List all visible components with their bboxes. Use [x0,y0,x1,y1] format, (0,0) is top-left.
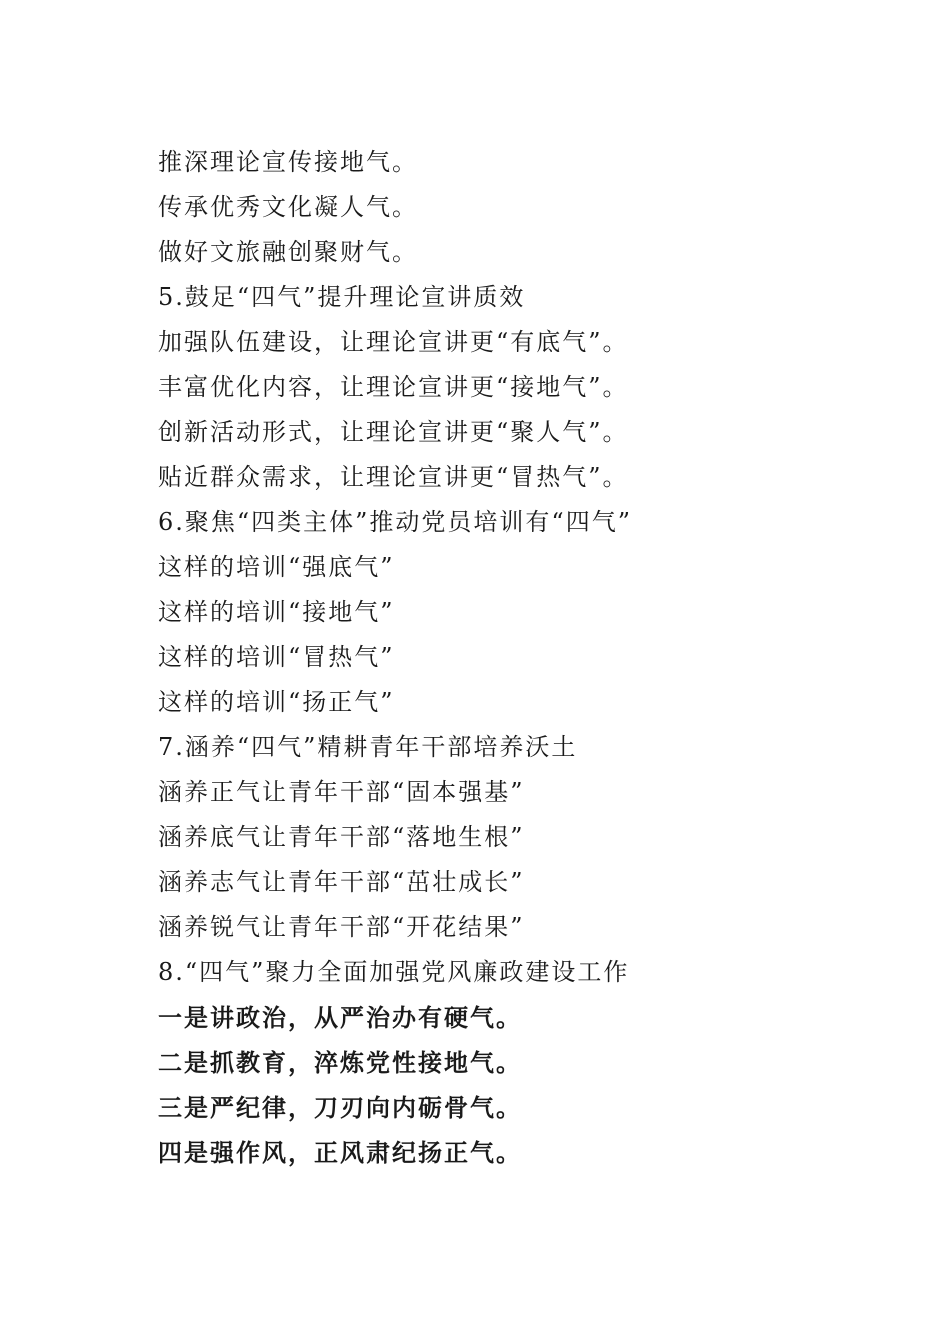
section-heading-6: 6.聚焦“四类主体”推动党员培训有“四气” [158,508,632,536]
text-line: 一是讲政治，从严治办有硬气。 [158,1003,522,1032]
text-line: 这样的培训“扬正气” [158,688,395,716]
text-line: 贴近群众需求，让理论宣讲更“冒热气”。 [158,463,629,491]
document-body [158,140,898,1175]
section-heading-7: 7.涵养“四气”精耕青年干部培养沃土 [158,733,578,761]
text-line: 加强队伍建设，让理论宣讲更“有底气”。 [158,328,629,356]
section-heading-8: 8.“四气”聚力全面加强党风廉政建设工作 [158,958,630,986]
text-line: 涵养锐气让青年干部“开花结果” [158,913,525,941]
text-line: 涵养志气让青年干部“茁壮成长” [158,868,525,896]
text-line: 涵养底气让青年干部“落地生根” [158,823,525,851]
section-heading-5: 5.鼓足“四气”提升理论宣讲质效 [158,283,526,311]
text-line: 这样的培训“冒热气” [158,643,395,671]
text-line: 推深理论宣传接地气。 [158,148,418,176]
text-line: 做好文旅融创聚财气。 [158,238,418,266]
text-line: 传承优秀文化凝人气。 [158,193,418,221]
text-line: 丰富优化内容，让理论宣讲更“接地气”。 [158,373,629,401]
text-line: 三是严纪律，刀刃向内砺骨气。 [158,1093,522,1122]
text-line: 涵养正气让青年干部“固本强基” [158,778,525,806]
text-line: 这样的培训“强底气” [158,553,395,581]
text-line: 创新活动形式，让理论宣讲更“聚人气”。 [158,418,629,446]
text-line: 二是抓教育，淬炼党性接地气。 [158,1048,522,1077]
text-line: 这样的培训“接地气” [158,598,395,626]
text-line: 四是强作风，正风肃纪扬正气。 [158,1138,522,1167]
